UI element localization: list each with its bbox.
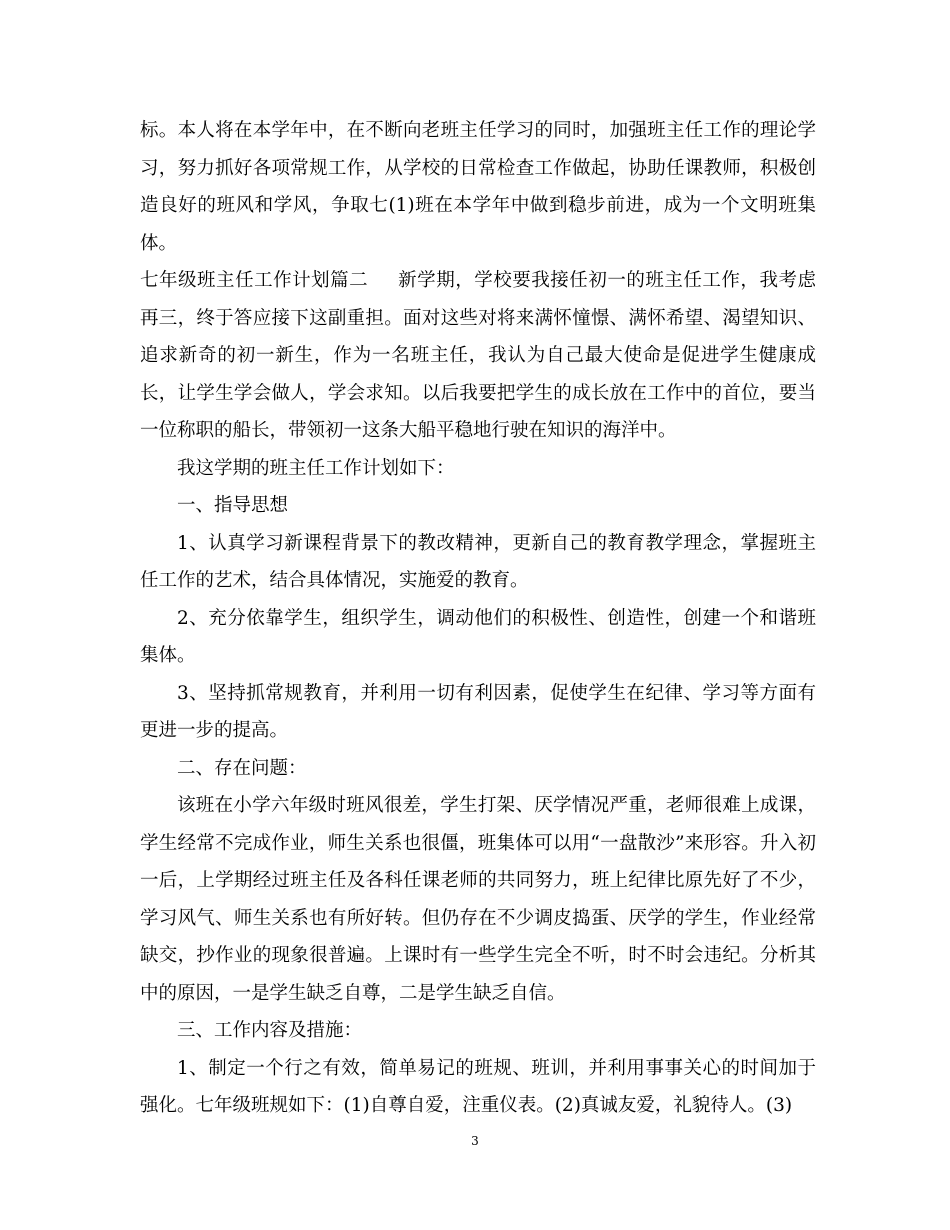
document-body	[140, 112, 816, 1125]
paragraph: 我这学期的班主任工作计划如下：	[177, 457, 455, 479]
paragraph: 该班在小学六年级时班风很差，学生打架、厌学情况严重，老师很难上成课，学生经常不完成作业，师生关系也很僵，班集体可以用“一盘散沙”来形容。升入初一后，上学期经过班主任及各科任课老师的共同努力，班上纪律比原先好了不少，学习风气、师生关系也有所好转。但仍存在不少调皮捣蛋、厌学的学生，作业经常缺交，抄作业的现象很普遍。上课时有一些学生完全不听，时不时会违纪。分析其中的原因，一是学生缺乏自尊，二是学生缺乏自信。	[140, 795, 816, 1004]
paragraph: 1、认真学习新课程背景下的教改精神，更新自己的教育教学理念，掌握班主任工作的艺术，结合具体情况，实施爱的教育。	[140, 532, 816, 591]
paragraph: 1、制定一个行之有效，简单易记的班规、班训，并利用事事关心的时间加于强化。七年级班规如下：(1)自尊自爱，注重仪表。(2)真诚友爱，礼貌待人。(3)	[140, 1057, 816, 1116]
page-number: 3	[471, 1134, 479, 1148]
paragraph: 2、充分依靠学生，组织学生，调动他们的积极性、创造性，创建一个和谐班集体。	[140, 607, 816, 666]
section-intro: 新学期，学校要我接任初一的班主任工作，我考虑再三，终于答应接下这副重担。面对这些对将来满怀憧憬、满怀希望、渴望知识、追求新奇的初一新生，作为一名班主任，我认为自己最大使命是促进学生健康成长，让学生学会做人，学会求知。以后我要把学生的成长放在工作中的首位，要当一位称职的船长，带领初一这条大船平稳地行驶在知识的海洋中。	[140, 270, 816, 441]
paragraph: 3、坚持抓常规教育，并利用一切有利因素，促使学生在纪律、学习等方面有更进一步的提高。	[140, 682, 816, 741]
paragraph-continuation: 标。本人将在本学年中，在不断向老班主任学习的同时，加强班主任工作的理论学习，努力抓好各项常规工作，从学校的日常检查工作做起，协助任课教师，积极创造良好的班风和学风，争取七(1)班在本学年中做到稳步前进，成为一个文明班集体。	[140, 120, 816, 254]
heading-existing-problems: 二、存在问题：	[177, 757, 307, 779]
section-heading: 七年级班主任工作计划篇二	[140, 270, 369, 291]
heading-work-content: 三、工作内容及措施：	[177, 1020, 363, 1041]
heading-guiding-thought: 一、指导思想	[177, 495, 289, 516]
section-paragraph	[140, 262, 816, 450]
